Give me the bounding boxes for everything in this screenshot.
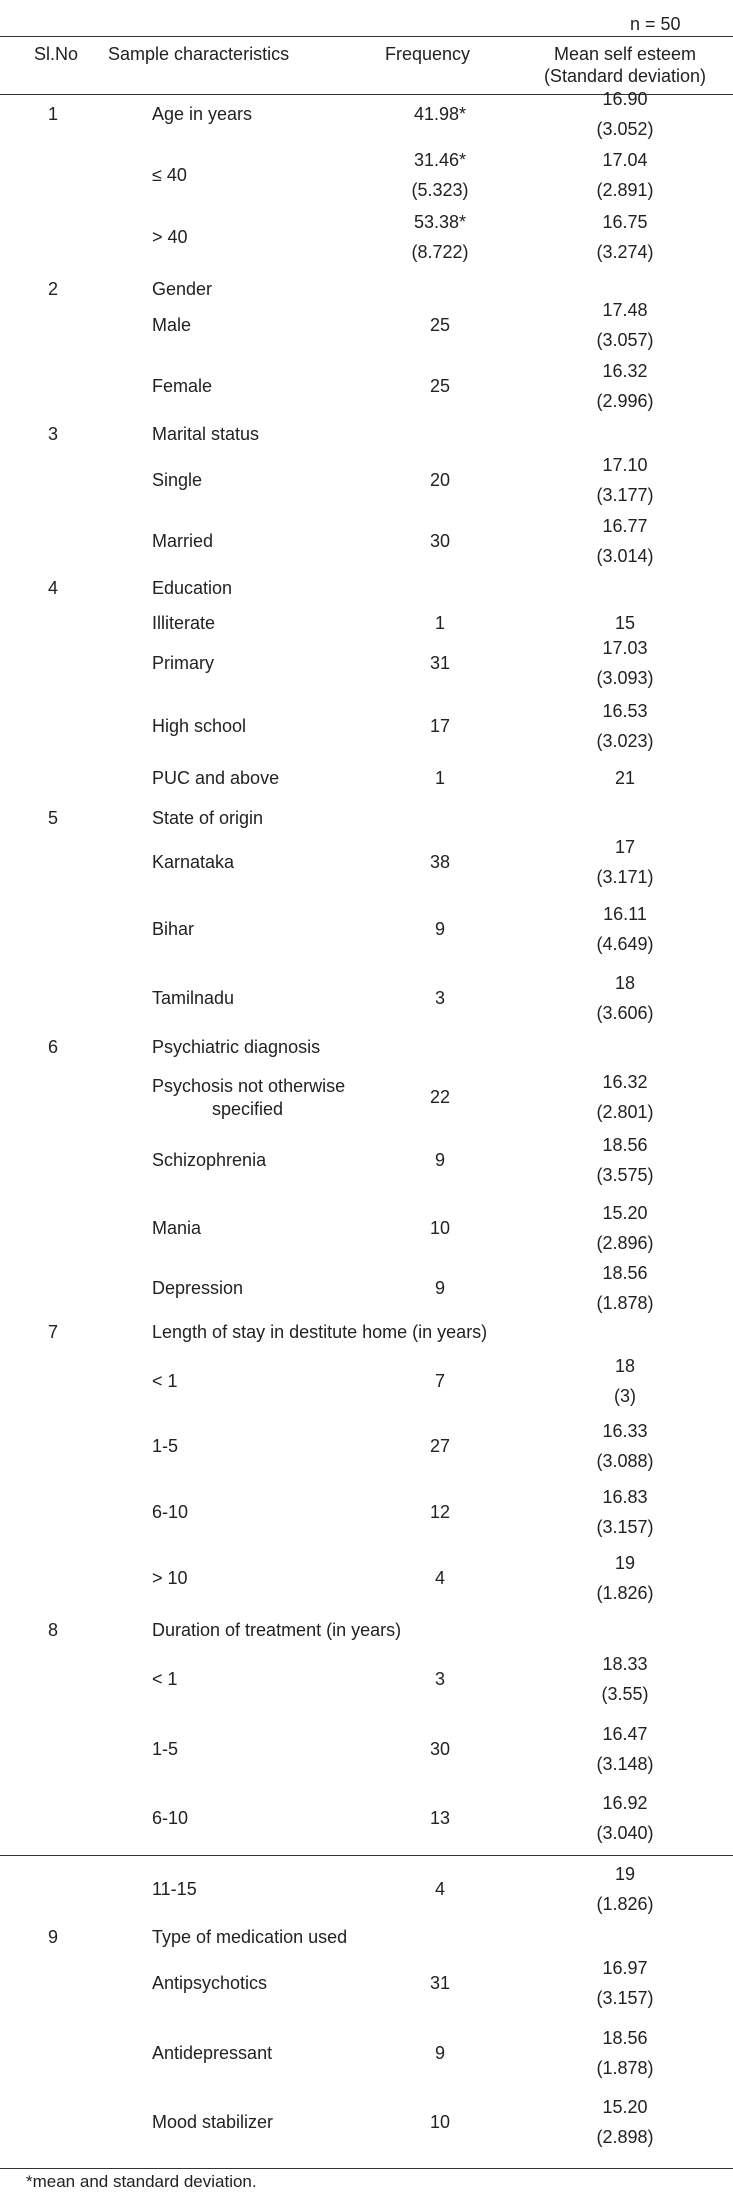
- frequency-value: 30: [429, 531, 451, 551]
- sd-value: (3.171): [596, 867, 654, 887]
- mean-value: 21: [614, 768, 636, 788]
- characteristic-label: Bihar: [152, 919, 195, 939]
- mean-value: 17.10: [602, 455, 648, 475]
- sd-value: (1.826): [596, 1583, 654, 1603]
- sd-value: (3.55): [601, 1684, 649, 1704]
- frequency-value: 3: [434, 988, 445, 1008]
- frequency-value: (5.323): [411, 180, 469, 200]
- col-header-sd: (Standard deviation): [543, 66, 707, 86]
- frequency-value: 25: [429, 376, 451, 396]
- characteristic-label: Schizophrenia: [152, 1150, 267, 1170]
- frequency-value: 12: [429, 1502, 451, 1522]
- sample-size-label: n = 50: [630, 14, 681, 34]
- row-number: 6: [48, 1037, 59, 1057]
- row-number: 5: [48, 808, 59, 828]
- sd-value: (1.826): [596, 1894, 654, 1914]
- mean-value: 18.56: [602, 2028, 648, 2048]
- mean-value: 16.32: [602, 361, 648, 381]
- sd-value: (3.052): [596, 119, 654, 139]
- frequency-value: 13: [429, 1808, 451, 1828]
- row-number: 8: [48, 1620, 59, 1640]
- characteristic-label: Mood stabilizer: [152, 2112, 274, 2132]
- table-footnote: *mean and standard deviation.: [26, 2172, 257, 2191]
- frequency-value: 1: [434, 613, 445, 633]
- frequency-value: 9: [434, 1150, 445, 1170]
- characteristic-label: 6-10: [152, 1808, 189, 1828]
- mean-value: 16.83: [602, 1487, 648, 1507]
- mean-value: 18: [614, 973, 636, 993]
- sd-value: (1.878): [596, 1293, 654, 1313]
- frequency-value: 20: [429, 470, 451, 490]
- characteristic-label: Illiterate: [152, 613, 216, 633]
- frequency-value: 4: [434, 1879, 445, 1899]
- sd-value: (3.177): [596, 485, 654, 505]
- sd-value: (2.996): [596, 391, 654, 411]
- sd-value: (3.023): [596, 731, 654, 751]
- frequency-value: 53.38*: [413, 212, 467, 232]
- frequency-value: 25: [429, 315, 451, 335]
- mean-value: 18.56: [602, 1263, 648, 1283]
- characteristic-label: < 1: [152, 1371, 178, 1391]
- row-number: 7: [48, 1322, 59, 1342]
- row-number: 2: [48, 279, 59, 299]
- mean-value: 16.53: [602, 701, 648, 721]
- characteristic-label: Antidepressant: [152, 2043, 273, 2063]
- mean-value: 16.75: [602, 212, 648, 232]
- characteristic-label: 1-5: [152, 1739, 179, 1759]
- mean-value: 17.04: [602, 150, 648, 170]
- characteristic-label: Marital status: [152, 424, 260, 444]
- frequency-value: 38: [429, 852, 451, 872]
- sd-value: (2.891): [596, 180, 654, 200]
- sd-value: (3.148): [596, 1754, 654, 1774]
- characteristic-label: Mania: [152, 1218, 202, 1238]
- mean-value: 16.11: [603, 904, 647, 924]
- characteristic-label: Antipsychotics: [152, 1973, 268, 1993]
- sd-value: (4.649): [596, 934, 654, 954]
- characteristic-label: Length of stay in destitute home (in years): [152, 1322, 488, 1342]
- col-header-mean: Mean self esteem: [553, 44, 697, 64]
- characteristic-label: 6-10: [152, 1502, 189, 1522]
- characteristic-label: Depression: [152, 1278, 244, 1298]
- characteristic-label: Male: [152, 315, 192, 335]
- characteristic-label: State of origin: [152, 808, 264, 828]
- col-header-frequency: Frequency: [385, 44, 471, 64]
- sd-value: (3.606): [596, 1003, 654, 1023]
- frequency-value: 31: [429, 653, 451, 673]
- frequency-value: 10: [429, 2112, 451, 2132]
- characteristic-label: PUC and above: [152, 768, 280, 788]
- frequency-value: 31.46*: [413, 150, 467, 170]
- characteristic-label-continued: specified: [212, 1099, 284, 1119]
- characteristic-label: Married: [152, 531, 214, 551]
- mean-value: 16.92: [602, 1793, 648, 1813]
- mean-value: 17.03: [602, 638, 648, 658]
- frequency-value: 7: [434, 1371, 445, 1391]
- sd-value: (3.274): [596, 242, 654, 262]
- mean-value: 19: [614, 1553, 636, 1573]
- characteristic-label: Psychiatric diagnosis: [152, 1037, 321, 1057]
- table-bottom-rule: [0, 2168, 733, 2169]
- col-header-characteristics: Sample characteristics: [108, 44, 290, 64]
- mean-value: 18.56: [602, 1135, 648, 1155]
- sd-value: (2.898): [596, 2127, 654, 2147]
- characteristic-label: Psychosis not otherwise: [152, 1076, 346, 1096]
- characteristic-label: Primary: [152, 653, 214, 673]
- characteristic-label: > 40: [152, 227, 188, 247]
- frequency-value: 9: [434, 1278, 445, 1298]
- characteristic-label: < 1: [152, 1669, 178, 1689]
- row-number: 1: [48, 104, 59, 124]
- mean-value: 16.97: [602, 1958, 648, 1978]
- characteristic-label: Education: [152, 578, 233, 598]
- mean-value: 19: [614, 1864, 636, 1884]
- frequency-value: 1: [434, 768, 445, 788]
- mean-value: 16.33: [602, 1421, 648, 1441]
- sd-value: (3.093): [596, 668, 654, 688]
- characteristic-label: Type of medication used: [152, 1927, 348, 1947]
- mean-value: 16.32: [602, 1072, 648, 1092]
- section-separator-rule: [0, 1855, 733, 1856]
- row-number: 9: [48, 1927, 59, 1947]
- frequency-value: 22: [429, 1087, 451, 1107]
- characteristic-label: Gender: [152, 279, 213, 299]
- characteristic-label: > 10: [152, 1568, 188, 1588]
- sd-value: (3.014): [596, 546, 654, 566]
- row-number: 3: [48, 424, 59, 444]
- frequency-value: 10: [429, 1218, 451, 1238]
- mean-value: 15.20: [602, 2097, 648, 2117]
- sd-value: (3.088): [596, 1451, 654, 1471]
- frequency-value: 9: [434, 919, 445, 939]
- sd-value: (3): [614, 1386, 636, 1406]
- characteristic-label: Karnataka: [152, 852, 235, 872]
- sd-value: (3.575): [596, 1165, 654, 1185]
- characteristic-label: Female: [152, 376, 213, 396]
- sd-value: (3.157): [596, 1988, 654, 2008]
- mean-value: 18: [614, 1356, 636, 1376]
- frequency-value: 4: [434, 1568, 445, 1588]
- frequency-value: 31: [429, 1973, 451, 1993]
- characteristic-label: ≤ 40: [152, 165, 187, 185]
- sd-value: (2.896): [596, 1233, 654, 1253]
- frequency-value: 27: [429, 1436, 451, 1456]
- sd-value: (3.057): [596, 330, 654, 350]
- mean-value: 15: [614, 613, 636, 633]
- mean-value: 16.47: [602, 1724, 648, 1744]
- header-top-rule: [0, 36, 733, 37]
- mean-value: 17: [614, 837, 636, 857]
- mean-value: 16.90: [602, 89, 648, 109]
- mean-value: 18.33: [602, 1654, 648, 1674]
- frequency-value: 3: [434, 1669, 445, 1689]
- sd-value: (3.157): [596, 1517, 654, 1537]
- frequency-value: 9: [434, 2043, 445, 2063]
- row-number: 4: [48, 578, 59, 598]
- characteristic-label: Age in years: [152, 104, 253, 124]
- frequency-value: 17: [429, 716, 451, 736]
- sd-value: (2.801): [596, 1102, 654, 1122]
- mean-value: 17.48: [602, 300, 648, 320]
- frequency-value: 41.98*: [413, 104, 467, 124]
- characteristic-label: Single: [152, 470, 203, 490]
- sd-value: (1.878): [596, 2058, 654, 2078]
- characteristic-label: 1-5: [152, 1436, 179, 1456]
- characteristic-label: High school: [152, 716, 247, 736]
- frequency-value: 30: [429, 1739, 451, 1759]
- characteristic-label: Duration of treatment (in years): [152, 1620, 402, 1640]
- sd-value: (3.040): [596, 1823, 654, 1843]
- characteristic-label: Tamilnadu: [152, 988, 235, 1008]
- frequency-value: (8.722): [411, 242, 469, 262]
- mean-value: 16.77: [602, 516, 648, 536]
- col-header-slno: Sl.No: [34, 44, 79, 64]
- characteristic-label: 11-15: [152, 1879, 197, 1899]
- mean-value: 15.20: [602, 1203, 648, 1223]
